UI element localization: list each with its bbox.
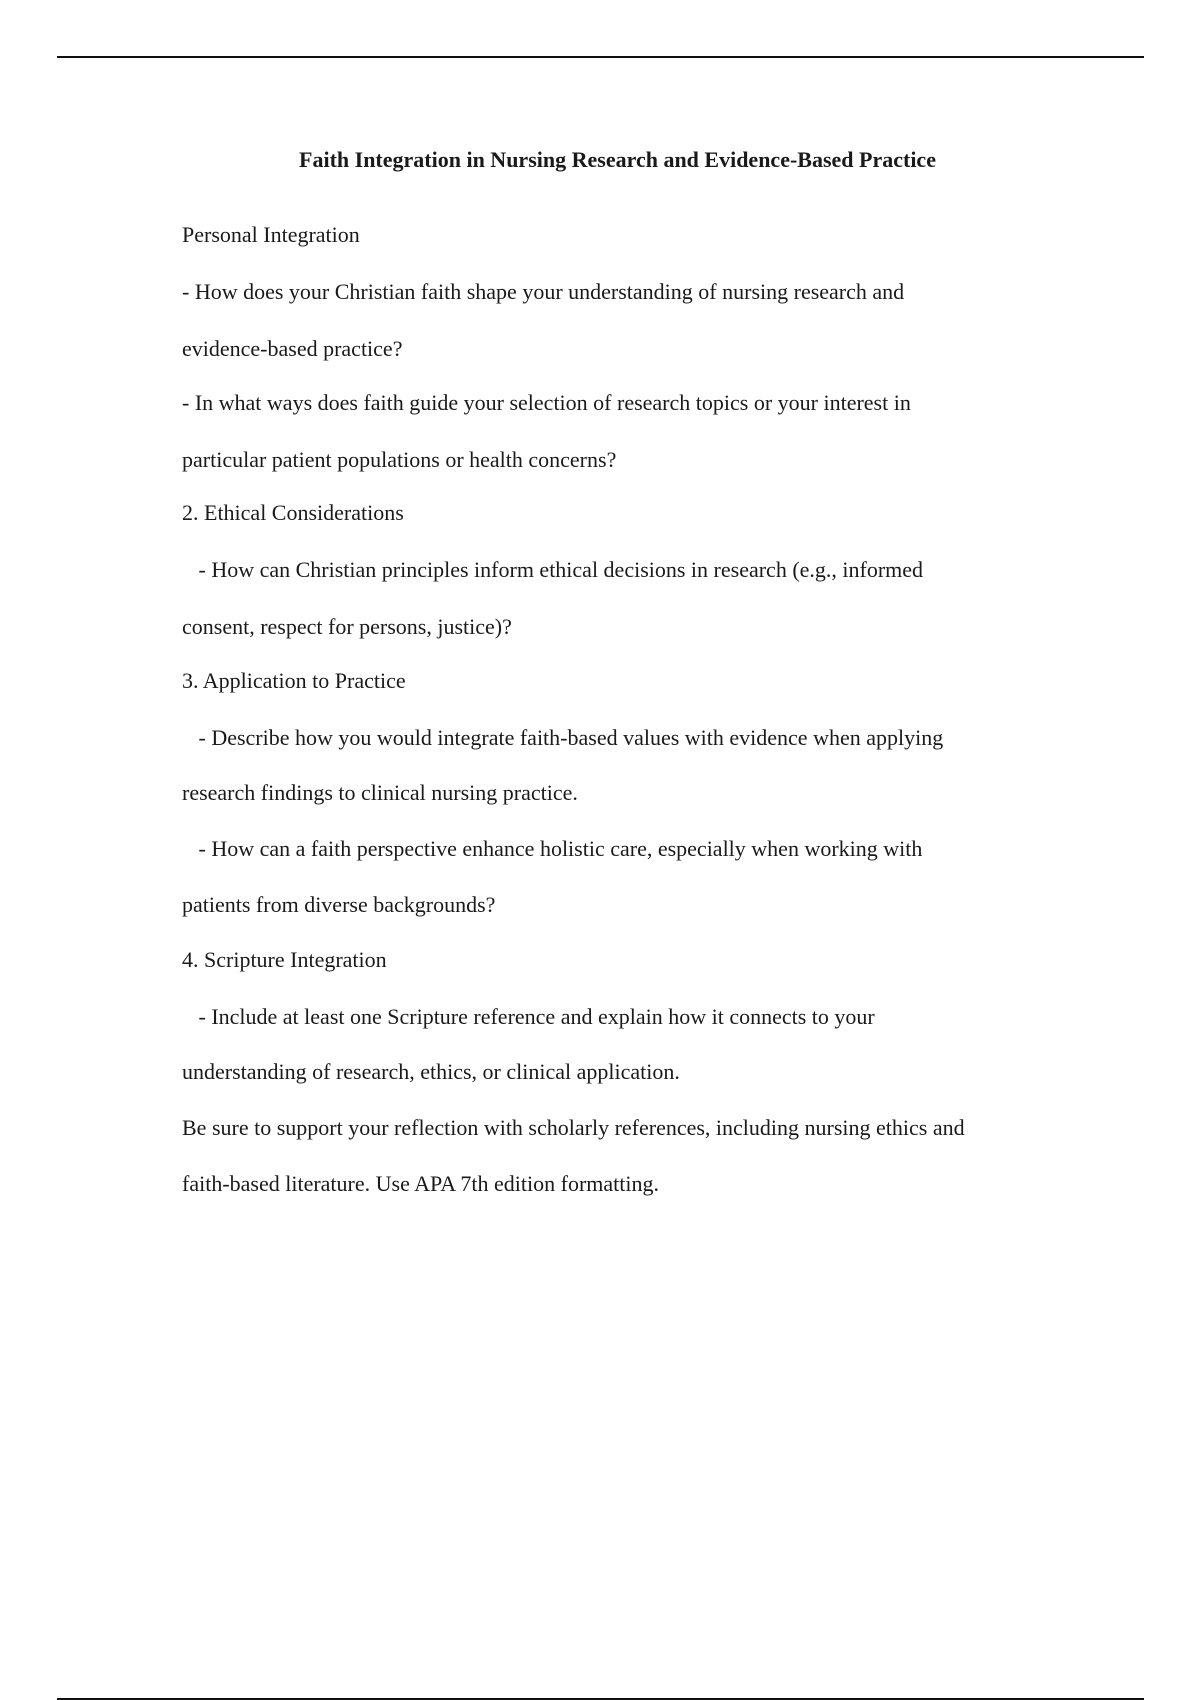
paragraph-line: consent, respect for persons, justice)? <box>182 614 512 639</box>
section-heading-ethical-considerations: 2. Ethical Considerations <box>182 500 404 525</box>
paragraph-line: - In what ways does faith guide your selection of research topics or your interest in <box>182 390 911 415</box>
section-heading-application-to-practice: 3. Application to Practice <box>182 668 406 693</box>
section-heading-scripture-integration: 4. Scripture Integration <box>182 947 387 972</box>
header-rule <box>57 56 1144 58</box>
paragraph-line: - How can a faith perspective enhance holistic care, especially when working with <box>182 836 923 861</box>
paragraph-line: research findings to clinical nursing practice. <box>182 780 578 805</box>
paragraph-line: - Describe how you would integrate faith-based values with evidence when applying <box>182 725 944 750</box>
paragraph-line: understanding of research, ethics, or clinical application. <box>182 1059 680 1084</box>
paragraph-line: Be sure to support your reflection with scholarly references, including nursing ethics and <box>182 1115 965 1140</box>
paragraph-line: - Include at least one Scripture reference and explain how it connects to your <box>182 1004 875 1029</box>
paragraph-line: - How does your Christian faith shape your understanding of nursing research and <box>182 279 905 304</box>
paragraph-line: particular patient populations or health concerns? <box>182 447 617 472</box>
paragraph-line: evidence-based practice? <box>182 336 403 361</box>
paragraph-line: - How can Christian principles inform ethical decisions in research (e.g., informed <box>182 557 924 582</box>
document-title: Faith Integration in Nursing Research and Evidence-Based Practice <box>299 147 936 172</box>
paragraph-line: patients from diverse backgrounds? <box>182 892 496 917</box>
paragraph-line: faith-based literature. Use APA 7th edition formatting. <box>182 1171 659 1196</box>
section-heading-personal-integration: Personal Integration <box>182 222 360 247</box>
